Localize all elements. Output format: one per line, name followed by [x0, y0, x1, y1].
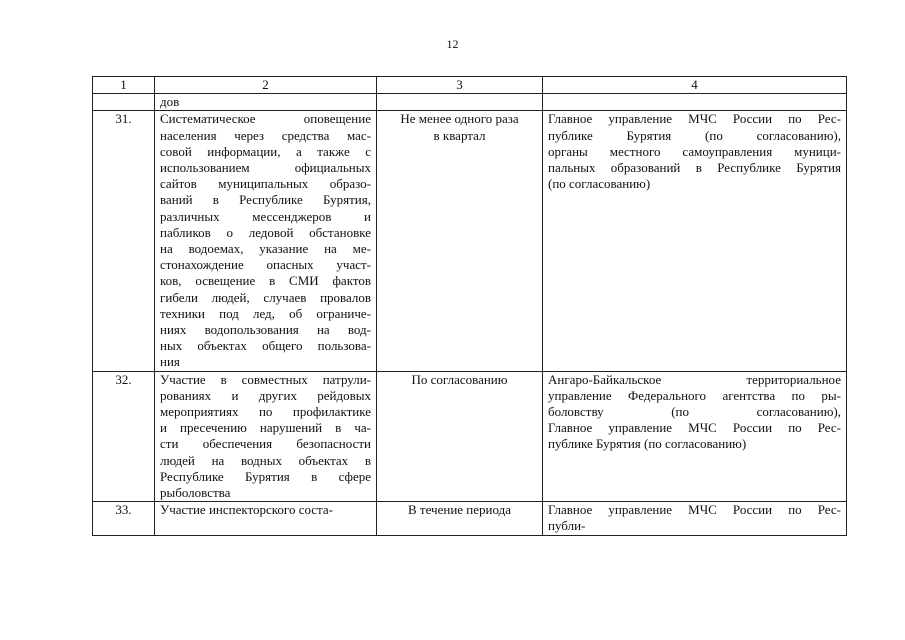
period-cell	[377, 111, 543, 371]
responsible-line: органы местного самоуправления муници-	[548, 143, 841, 159]
description-line: ваний в Республике Бурятия,	[160, 192, 371, 208]
description-line: рованиях и других рейдовых	[160, 387, 371, 403]
responsible-line: Главное управление МЧС России по Рес-	[548, 420, 841, 436]
description-cell	[155, 94, 377, 111]
responsible-line: боловству (по согласованию),	[548, 404, 841, 420]
row-number-cell: 33.	[93, 502, 155, 535]
description-cell	[155, 371, 377, 502]
description-line: стонахождение опасных участ-	[160, 257, 371, 273]
period-cell	[377, 502, 543, 535]
table-row	[93, 111, 847, 371]
responsible-cell	[543, 94, 847, 111]
page-number: 12	[446, 37, 459, 51]
responsible-line: Ангаро-Байкальское территориальное	[548, 371, 841, 387]
table-header-row	[93, 77, 847, 94]
column-header: 2	[155, 77, 377, 94]
description-line: людей на водных объектах в	[160, 452, 371, 468]
period-cell	[377, 94, 543, 111]
period-line: в квартал	[433, 127, 486, 143]
description-line: мероприятиях по профилактике	[160, 404, 371, 420]
responsible-line: Главное управление МЧС России по Рес-	[548, 111, 841, 127]
description-cell	[155, 111, 377, 371]
description-line: населения через средства мас-	[160, 127, 371, 143]
table-row	[93, 502, 847, 535]
responsible-line: публике Бурятия (по согласованию)	[548, 436, 747, 452]
description-line: сти обеспечения безопасности	[160, 436, 371, 452]
description-line: Республике Бурятия в сфере	[160, 468, 371, 484]
description-line: совой информации, а также с	[160, 143, 371, 159]
responsible-line: (по согласованию)	[548, 176, 651, 192]
responsible-line: управление Федерального агентства по ры-	[548, 387, 841, 403]
description-line: на водоемах, указание на ме-	[160, 241, 371, 257]
responsible-line: публике Бурятия (по согласованию),	[548, 127, 841, 143]
description-line: Участие инспекторского соста-	[160, 502, 333, 518]
table-row	[93, 371, 847, 502]
description-line: ков, освещение в СМИ фактов	[160, 273, 371, 289]
description-line: ных объектах общего пользова-	[160, 338, 371, 354]
description-line: гибели людей, случаев провалов	[160, 289, 371, 305]
column-header: 1	[93, 77, 155, 94]
responsible-line: Главное управление МЧС России по Рес-	[548, 502, 841, 518]
row-number-cell: 32.	[93, 371, 155, 502]
column-header: 3	[377, 77, 543, 94]
description-line: техники под лед, об ограниче-	[160, 305, 371, 321]
period-cell	[377, 371, 543, 502]
period-line: В течение периода	[408, 502, 511, 518]
period-line: Не менее одного раза	[400, 111, 519, 127]
measures-table	[92, 76, 847, 536]
responsible-line: публи-	[548, 518, 586, 534]
description-line: ния	[160, 354, 180, 370]
description-line: различных мессенджеров и	[160, 208, 371, 224]
responsible-cell	[543, 111, 847, 371]
column-header: 4	[543, 77, 847, 94]
responsible-cell	[543, 502, 847, 535]
description-line: использованием официальных	[160, 160, 371, 176]
description-line: пабликов о ледовой обстановке	[160, 224, 371, 240]
description-line: сайтов муниципальных образо-	[160, 176, 371, 192]
row-number-cell: 31.	[93, 111, 155, 371]
continuation-row	[93, 94, 847, 111]
description-line: и пресечению нарушений в ча-	[160, 420, 371, 436]
responsible-cell	[543, 371, 847, 502]
description-line: Систематическое оповещение	[160, 111, 371, 127]
description-line: Участие в совместных патрули-	[160, 371, 371, 387]
description-line: ниях водопользования на вод-	[160, 322, 371, 338]
responsible-line: пальных образований в Республике Бурятия	[548, 160, 841, 176]
period-line: По согласованию	[411, 371, 508, 387]
description-cell	[155, 502, 377, 535]
row-number-cell	[93, 94, 155, 111]
description-line: дов	[160, 94, 180, 110]
description-line: рыболовства	[160, 485, 231, 501]
